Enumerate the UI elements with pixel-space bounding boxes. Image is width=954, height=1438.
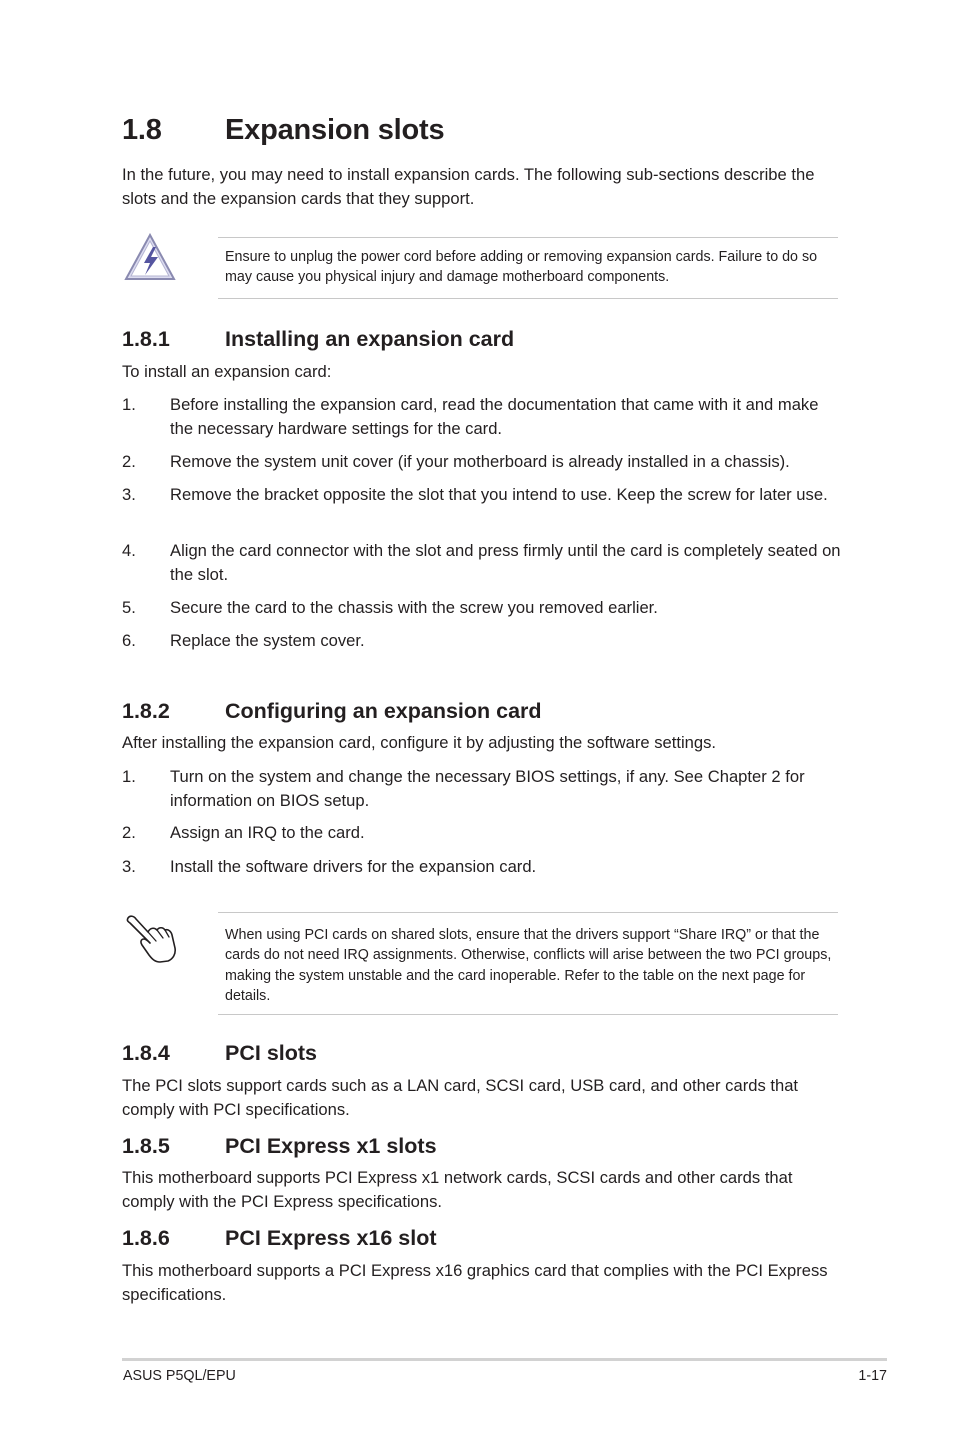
configuring-lead: After installing the expansion card, configure it by adjusting the software settings. (122, 733, 717, 752)
step-number: 1. (122, 767, 136, 786)
installing-lead: To install an expansion card: (122, 362, 332, 381)
step-number: 3. (122, 857, 136, 876)
footer-page-number: 1-17 (858, 1368, 887, 1384)
step-number: 5. (122, 598, 136, 617)
footer-divider (122, 1358, 887, 1361)
step-text: Install the software drivers for the expansion card. (170, 857, 537, 876)
step-text: Secure the card to the chassis with the screw you removed earlier. (170, 598, 658, 617)
pci-slots-paragraph: The PCI slots support cards such as a LAN card, SCSI card, USB card, and other cards that comply with PCI specifications. (122, 1076, 799, 1119)
subsection-title: PCI Express x1 slots (225, 1134, 437, 1158)
subsection-number: 1.8.1 (122, 327, 170, 351)
warning-note-text: Ensure to unplug the power cord before adding or removing expansion cards. Failure to do so may cause you physical injury and damage motherboard components. (225, 249, 818, 286)
step-number: 3. (122, 485, 136, 504)
subsection-number: 1.8.5 (122, 1134, 170, 1158)
step-number: 6. (122, 631, 136, 650)
footer-product-name: ASUS P5QL/EPU (123, 1368, 236, 1384)
pcie-x16-paragraph: This motherboard supports a PCI Express x16 graphics card that complies with the PCI Express specifications. (122, 1261, 828, 1304)
subsection-title: PCI slots (225, 1041, 317, 1065)
subsection-title: Configuring an expansion card (225, 699, 542, 723)
step-number: 2. (122, 823, 136, 842)
step-text: Align the card connector with the slot and press firmly until the card is completely seated on the slot. (170, 541, 841, 584)
subsection-number: 1.8.4 (122, 1041, 170, 1065)
step-text: Remove the bracket opposite the slot that you intend to use. Keep the screw for later use. (170, 485, 828, 504)
step-text: Before installing the expansion card, read the documentation that came with it and make the necessary hardware settings for the card. (170, 395, 819, 438)
warning-note (218, 237, 838, 299)
intro-paragraph: In the future, you may need to install expansion cards. The following sub-sections describe the slots and the expansion cards that they support. (122, 165, 815, 208)
step-number: 4. (122, 541, 136, 560)
pointing-hand-icon (124, 912, 180, 969)
step-number: 2. (122, 452, 136, 471)
section-title: Expansion slots (225, 114, 445, 146)
subsection-title: PCI Express x16 slot (225, 1226, 437, 1250)
step-text: Assign an IRQ to the card. (170, 823, 365, 842)
step-text: Remove the system unit cover (if your motherboard is already installed in a chassis). (170, 452, 790, 471)
step-text: Turn on the system and change the necessary BIOS settings, if any. See Chapter 2 for information on BIOS setup. (170, 767, 805, 810)
subsection-number: 1.8.6 (122, 1226, 170, 1250)
subsection-title: Installing an expansion card (225, 327, 515, 351)
step-number: 1. (122, 395, 136, 414)
pci-shared-slot-note (218, 912, 838, 1015)
pcie-x1-paragraph: This motherboard supports PCI Express x1 network cards, SCSI cards and other cards that comply with the PCI Express specifications. (122, 1168, 793, 1211)
warning-lightning-icon (124, 233, 176, 288)
step-text: Replace the system cover. (170, 631, 365, 650)
pci-note-text: When using PCI cards on shared slots, ensure that the drivers support “Share IRQ” or that the cards do not need IRQ assignments. Otherwise, conflicts will arise between the two PCI groups, making the system unstable and the card inoperable. Refer to the table on the next page for details. (225, 927, 832, 1004)
subsection-number: 1.8.2 (122, 699, 170, 723)
section-number: 1.8 (122, 114, 162, 146)
